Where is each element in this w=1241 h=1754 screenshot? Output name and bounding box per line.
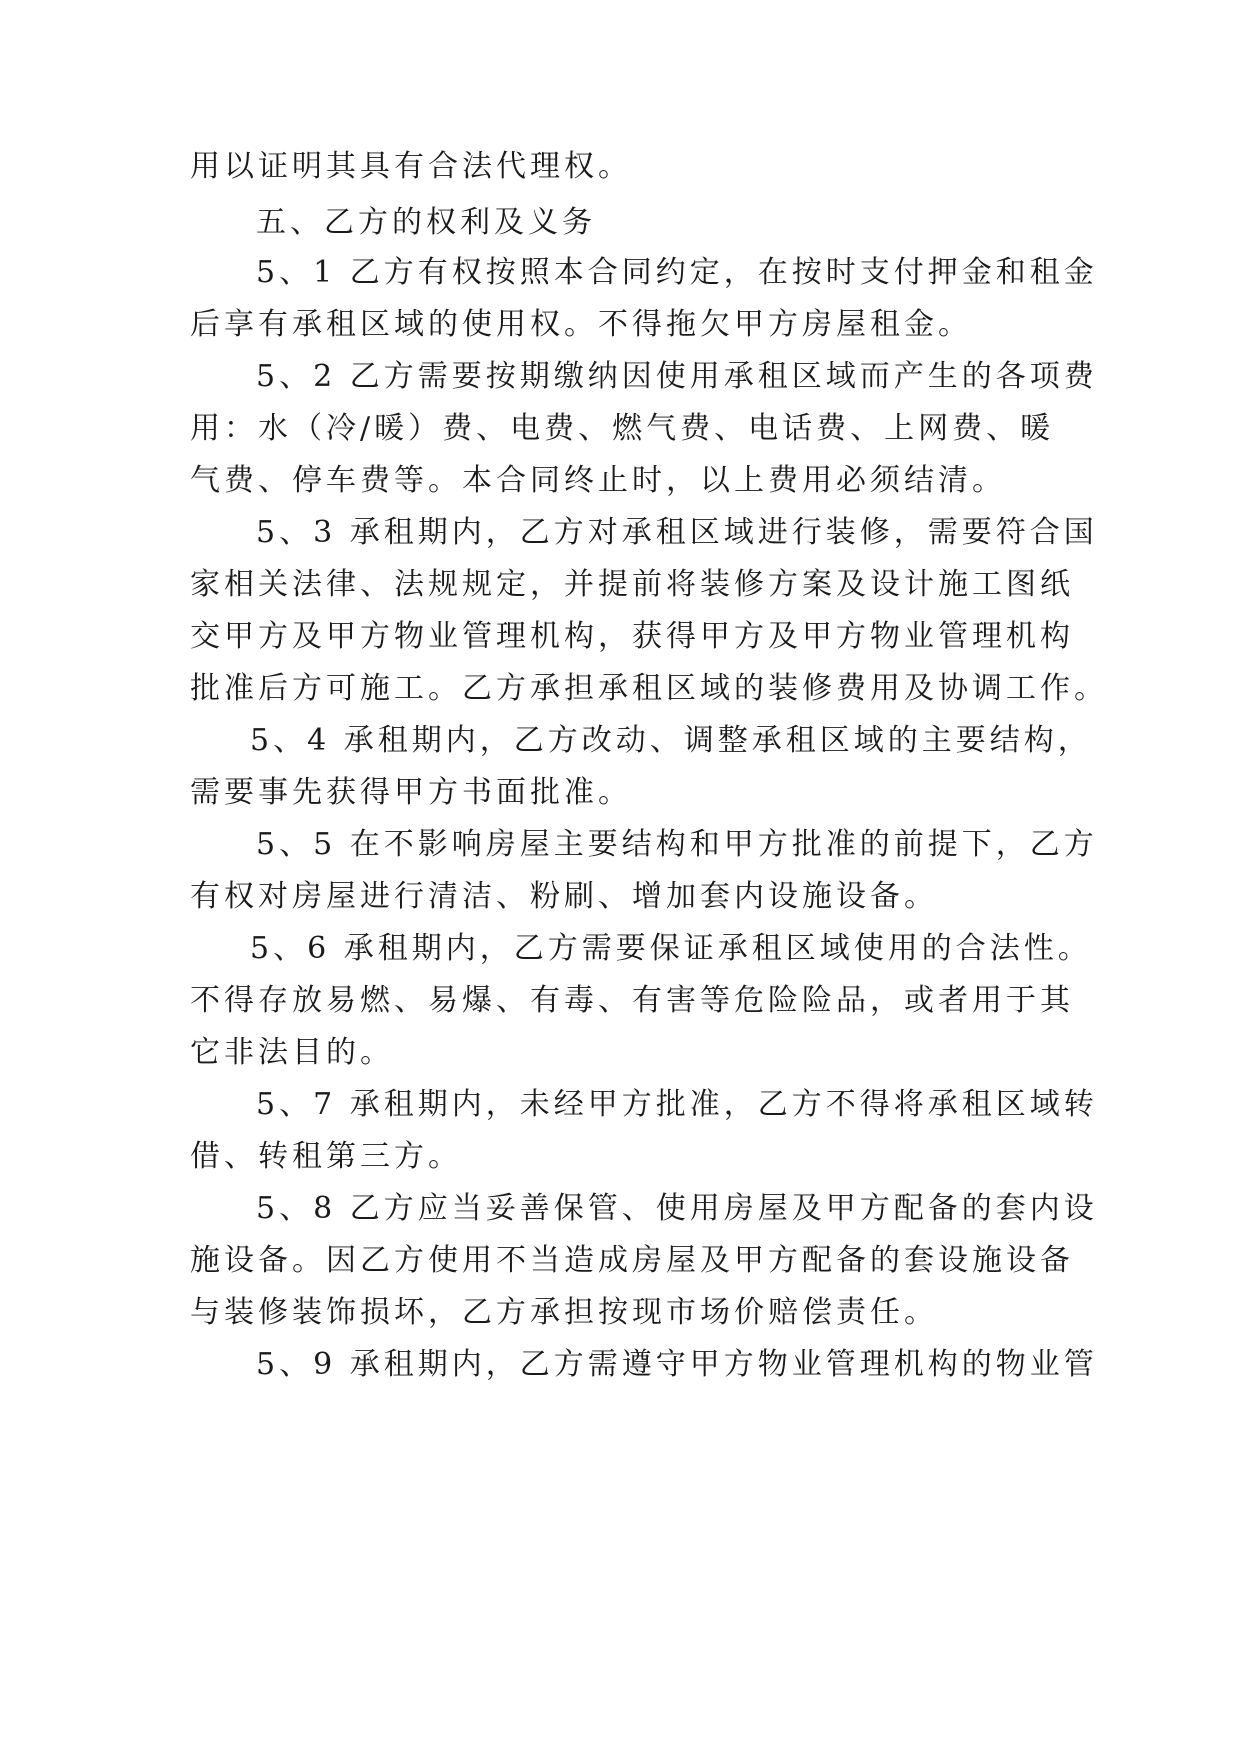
text-line: 有权对房屋进行清洁、粉刷、增加套内设施设备。: [190, 879, 938, 914]
text-line: 气费、停车费等。本合同终止时，以上费用必须结清。: [190, 463, 1006, 498]
clause-5-8: 5、8 乙方应当妥善保管、使用房屋及甲方配备的套内设: [256, 1191, 1098, 1226]
clause-5-6: 5、6 承租期内，乙方需要保证承租区域使用的合法性。: [250, 931, 1092, 966]
clause-5-9: 5、9 承租期内，乙方需遵守甲方物业管理机构的物业管: [256, 1347, 1098, 1382]
text-line: 后享有承租区域的使用权。不得拖欠甲方房屋租金。: [190, 307, 972, 342]
text-line: 批准后方可施工。乙方承担承租区域的装修费用及协调工作。: [190, 671, 1108, 706]
text-line: 用：水（冷/暖）费、电费、燃气费、电话费、上网费、暖: [190, 411, 1055, 446]
text-line: 借、转租第三方。: [190, 1139, 462, 1174]
text-line: 交甲方及甲方物业管理机构，获得甲方及甲方物业管理机构: [190, 619, 1074, 654]
clause-5-1: 5、1 乙方有权按照本合同约定，在按时支付押金和租金: [256, 255, 1098, 290]
text-line: 家相关法律、法规规定，并提前将装修方案及设计施工图纸: [190, 567, 1074, 602]
clause-5-5: 5、5 在不影响房屋主要结构和甲方批准的前提下，乙方: [256, 827, 1098, 862]
text-line: 与装修装饰损坏，乙方承担按现市场价赔偿责任。: [190, 1295, 938, 1330]
text-line: 用以证明其具有合法代理权。: [190, 149, 632, 184]
clause-5-7: 5、7 承租期内，未经甲方批准，乙方不得将承租区域转: [256, 1087, 1098, 1122]
clause-5-4: 5、4 承租期内，乙方改动、调整承租区域的主要结构，: [250, 723, 1092, 758]
section-heading: 五、乙方的权利及义务: [256, 205, 596, 240]
text-line: 它非法目的。: [190, 1035, 394, 1070]
text-line: 施设备。因乙方使用不当造成房屋及甲方配备的套设施设备: [190, 1243, 1074, 1278]
clause-5-3: 5、3 承租期内，乙方对承租区域进行装修，需要符合国: [256, 515, 1098, 550]
text-line: 不得存放易燃、易爆、有毒、有害等危险险品，或者用于其: [190, 983, 1074, 1018]
clause-5-2: 5、2 乙方需要按期缴纳因使用承租区域而产生的各项费: [256, 359, 1098, 394]
text-line: 需要事先获得甲方书面批准。: [190, 775, 632, 810]
